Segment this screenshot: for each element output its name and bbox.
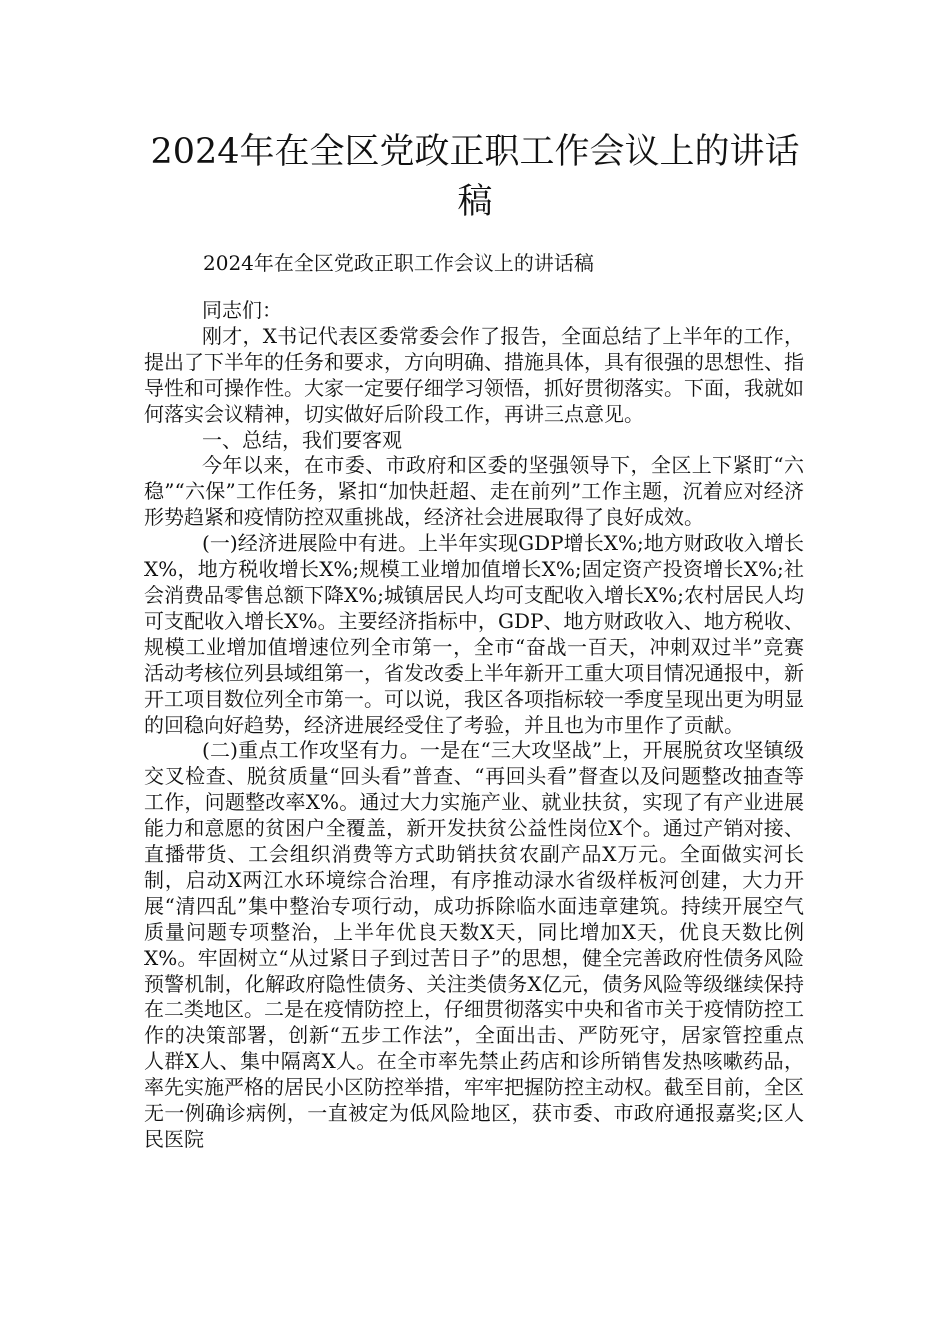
document-subtitle: 2024年在全区党政正职工作会议上的讲话稿 (203, 251, 594, 275)
section-heading: 一、总结，我们要客观 (202, 427, 402, 452)
body-paragraph: 今年以来，在市委、市政府和区委的坚强领导下，全区上下紧盯“六稳”“六保”工作任务，紧扣“加快赶超、走在前列”工作主题，沉着应对经济形势趋紧和疫情防控双重挑战，经济社会进展取得了良好成效。 (144, 453, 804, 530)
body-paragraph: 刚才，X书记代表区委常委会作了报告，全面总结了上半年的工作，提出了下半年的任务和要求，方向明确、措施具体，具有很强的思想性、指导性和可操作性。大家一定要仔细学习领悟，抓好贯彻落实。下面，我就如何落实会议精神，切实做好后阶段工作，再讲三点意见。 (144, 323, 804, 426)
body-paragraph: (二)重点工作攻坚有力。一是在“三大攻坚战”上，开展脱贫攻坚镇级交叉检查、脱贫质量“回头看”普查、“再回头看”督查以及问题整改抽查等工作，问题整改率X%。通过大力实施产业、就业扶贫，实现了有产业进展能力和意愿的贫困户全覆盖，新开发扶贫公益性岗位X个。通过产销对接、直播带货、工会组织消费等方式助销扶贫农副产品X万元。全面做实河长制，启动X两江水环境综合治理，有序推动渌水省级样板河创建，大力开展“清四乱”集中整治专项行动，成功拆除临水面违章建筑。持续开展空气质量问题专项整治，上半年优良天数X天，同比增加X天，优良天数比例X%。牢固树立“从过紧日子到过苦日子”的思想，健全完善政府性债务风险预警机制，化解政府隐性债务、关注类债务X亿元，债务风险等级继续保持在二类地区。二是在疫情防控上，仔细贯彻落实中央和省市关于疫情防控工作的决策部署，创新“五步工作法”，全面出击、严防死守，居家管控重点人群X人、集中隔离X人。在全市率先禁止药店和诊所销售发热咳嗽药品，率先实施严格的居民小区防控举措，牢牢把握防控主动权。截至目前，全区无一例确诊病例，一直被定为低风险地区，获市委、市政府通报嘉奖;区人民医院 (144, 738, 804, 1151)
document-body (144, 298, 804, 1153)
salutation: 同志们： (202, 298, 282, 322)
body-paragraph: (一)经济进展险中有进。上半年实现GDP增长X%;地方财政收入增长X%，地方税收增长X%;规模工业增加值增长X%;固定资产投资增长X%;社会消费品零售总额下降X%;城镇居民人均可支配收入增长X%;农村居民人均可支配收入增长X%。主要经济指标中，GDP、地方财政收入、地方税收、规模工业增加值增速位列全市第一，全市“奋战一百天，冲刺双过半”竞赛活动考核位列县域组第一，省发改委上半年新开工重大项目情况通报中，新开工项目数位列全市第一。可以说，我区各项指标较一季度呈现出更为明显的回稳向好趋势，经济进展经受住了考验，并且也为市里作了贡献。 (144, 531, 804, 737)
document-title: 2024年在全区党政正职工作会议上的讲话稿 (150, 132, 800, 222)
